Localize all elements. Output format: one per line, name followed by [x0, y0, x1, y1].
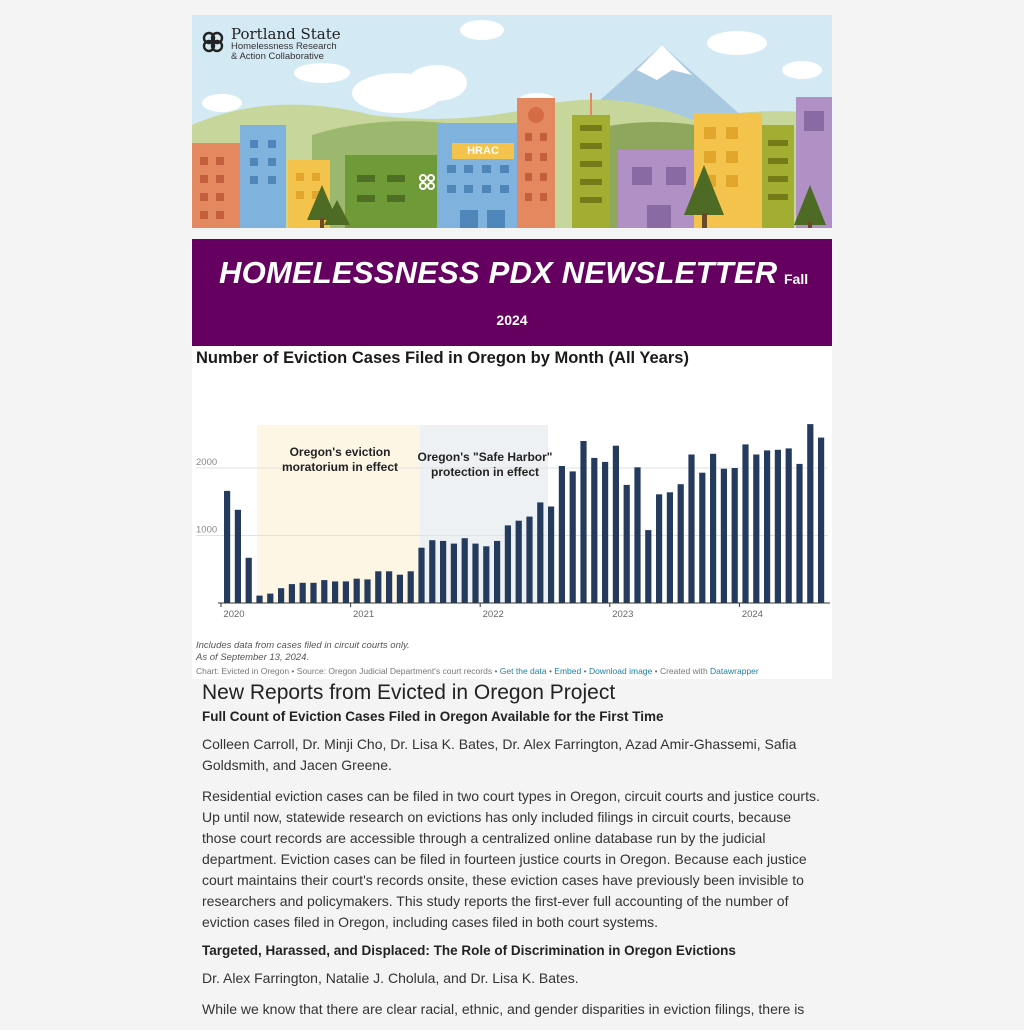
credit-created: • Created with [652, 666, 711, 676]
bar [494, 541, 500, 603]
bar [386, 571, 392, 603]
bar [645, 530, 651, 603]
spacer [192, 228, 832, 239]
bar [343, 581, 349, 603]
bar [462, 538, 468, 603]
newsletter-title-band [192, 239, 832, 346]
bar [753, 455, 759, 604]
psu-logo[interactable] [200, 27, 341, 62]
bar [526, 517, 532, 603]
x-tick-label: 2021 [353, 609, 375, 620]
logo-subtitle-2: & Action Collaborative [231, 51, 324, 62]
report2-title: Targeted, Harassed, and Displaced: The Role of Discrimination in Oregon Evictions [202, 943, 736, 958]
report2-authors: Dr. Alex Farrington, Natalie J. Cholula, and Dr. Lisa K. Bates. [202, 970, 579, 986]
bar [516, 521, 522, 603]
bar [699, 473, 705, 603]
bar [256, 596, 262, 603]
bar [364, 579, 370, 603]
bar [408, 571, 414, 603]
bar [732, 468, 738, 603]
bar [224, 491, 230, 603]
x-tick-label: 2020 [223, 609, 245, 620]
bar [591, 458, 597, 603]
bar [451, 544, 457, 603]
bar [721, 469, 727, 603]
bar [796, 464, 802, 603]
bar [246, 558, 252, 603]
chart-svg [192, 346, 832, 679]
annotation-moratorium-line2: moratorium in effect [281, 460, 399, 474]
logo-subtitle-1: Homelessness Research [231, 41, 337, 52]
bar [289, 584, 295, 603]
bar [537, 502, 543, 603]
bar [570, 471, 576, 603]
newsletter-title: HOMELESSNESS PDX NEWSLETTER [219, 255, 778, 290]
x-tick-label: 2022 [482, 609, 504, 620]
newsletter-season: Fall [784, 271, 809, 287]
bar [559, 466, 565, 603]
chart-note-2: As of September 13, 2024. [196, 652, 310, 663]
eviction-chart [192, 346, 832, 679]
bar [310, 583, 316, 603]
bar [397, 575, 403, 603]
header-banner [192, 15, 832, 228]
newsletter-year: 2024 [496, 312, 528, 328]
article-heading: New Reports from Evicted in Oregon Project [202, 681, 616, 704]
newsletter-page [192, 15, 832, 1030]
bar [656, 494, 662, 603]
bar [267, 594, 273, 603]
bar [300, 583, 306, 603]
bar [764, 450, 770, 603]
report1-title: Full Count of Eviction Cases Filed in Oregon Available for the First Time [202, 709, 664, 724]
bar [332, 581, 338, 603]
bar [440, 541, 446, 603]
report2-body: While we know that there are clear racial, ethnic, and gender disparities in eviction filings, there is [202, 1001, 805, 1017]
bar [807, 424, 813, 603]
bar [667, 492, 673, 603]
x-tick-label: 2024 [741, 609, 763, 620]
bar [818, 438, 824, 603]
logo-title: Portland State [231, 25, 341, 43]
download-image-link[interactable]: Download image [588, 666, 653, 676]
y-tick-label: 2000 [196, 457, 218, 468]
bar [602, 462, 608, 603]
bar [278, 588, 284, 603]
psu-logo-icon [200, 29, 226, 55]
bar [580, 441, 586, 603]
bar [548, 507, 554, 604]
bar [688, 455, 694, 604]
bar [483, 546, 489, 603]
bar [472, 544, 478, 603]
embed-link[interactable]: Embed [554, 666, 582, 676]
bar [505, 525, 511, 603]
credit-source: Chart: Evicted in Oregon • Source: Oregon Judicial Department's court records • [196, 666, 500, 676]
bar [321, 580, 327, 603]
datawrapper-link[interactable]: Datawrapper [710, 666, 759, 676]
bar [786, 448, 792, 603]
chart-credit: Chart: Evicted in Oregon • Source: Oregon Judicial Department's court records • Get the data • Embed • Download image • Created with Datawrapper [196, 666, 759, 676]
report1-body: Residential eviction cases can be filed in two court types in Oregon, circuit courts and justice courts. Up until now, statewide research on evictions has only included filings in circuit courts, because those court records are accessible through a centralized online database run by the judicial department. Eviction cases can be filed in fourteen justice courts in Oregon. Because each justice court maintains their court's records onsite, these eviction cases have previously been invisible to researchers and policymakers. This study reports the first-ever full accounting of the number of eviction cases filed in Oregon, including cases filed in both court systems. [202, 788, 820, 930]
bar [742, 444, 748, 603]
get-data-link[interactable]: Get the data [499, 666, 547, 676]
bar [613, 446, 619, 603]
chart-note-1: Includes data from cases filed in circuit courts only. [196, 640, 410, 651]
annotation-safe-harbor-line2: protection in effect [430, 465, 540, 479]
annotation-moratorium-line1: Oregon's eviction [289, 445, 391, 459]
bar [710, 454, 716, 603]
bar [429, 540, 435, 603]
article [192, 679, 832, 1020]
bar [678, 484, 684, 603]
bar [775, 450, 781, 603]
bar [235, 510, 241, 603]
hrac-sign: HRAC [452, 143, 514, 159]
bar [418, 548, 424, 603]
chart-title: Number of Eviction Cases Filed in Oregon by Month (All Years) [196, 349, 689, 367]
bar [624, 485, 630, 603]
annotation-safe-harbor-line1: Oregon's "Safe Harbor" [417, 450, 553, 464]
bar [634, 467, 640, 603]
bar [354, 579, 360, 603]
y-tick-label: 1000 [196, 524, 218, 536]
report1-authors: Colleen Carroll, Dr. Minji Cho, Dr. Lisa K. Bates, Dr. Alex Farrington, Azad Amir-Ghassemi, Safia Goldsmith, and Jacen Greene. [202, 736, 797, 773]
bar [375, 571, 381, 603]
x-tick-label: 2023 [612, 609, 634, 620]
